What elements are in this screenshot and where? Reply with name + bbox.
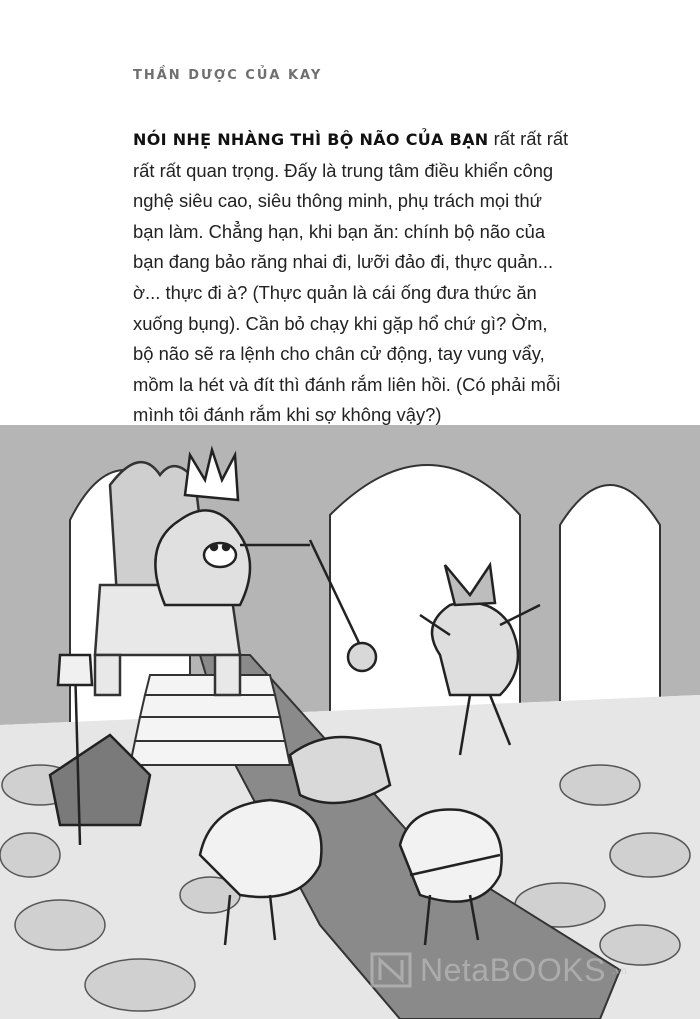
lead-in-caps: NÓI NHẸ NHÀNG THÌ BỘ NÃO CỦA BẠN (133, 130, 489, 149)
netabooks-logo-icon (368, 950, 414, 990)
body-paragraph (133, 124, 573, 431)
paragraph-text: rất rất rất rất rất quan trọng. Đấy là trung tâm điều khiển công nghệ siêu cao, siêu thông minh, phụ trách mọi thứ bạn làm. Chẳng hạn, khi bạn ăn: chính bộ não của bạn đang bảo răng nhai đi, lưỡi đảo đi, thực quản... ờ... thực đi à? (Thực quản là cái ống đưa thức ăn xuống bụng). Cần bỏ chạy khi gặp hổ chứ gì? Ờm, bộ não sẽ ra lệnh cho chân cử động, tay vung vẩy, mồm la hét và đít thì đánh rắm liên hồi. (Có phải mỗi mình tôi đánh rắm khi sợ không vậy?) (133, 128, 569, 426)
watermark-name: NetaBOOKS (420, 951, 606, 988)
watermark-tld: .vn (611, 962, 627, 977)
arch-right (560, 485, 660, 725)
running-header: THẦN DƯỢC CỦA KAY (133, 68, 323, 83)
throne-stairs (130, 675, 290, 765)
publisher-watermark (368, 950, 627, 990)
brain-king-illustration (0, 425, 700, 1019)
